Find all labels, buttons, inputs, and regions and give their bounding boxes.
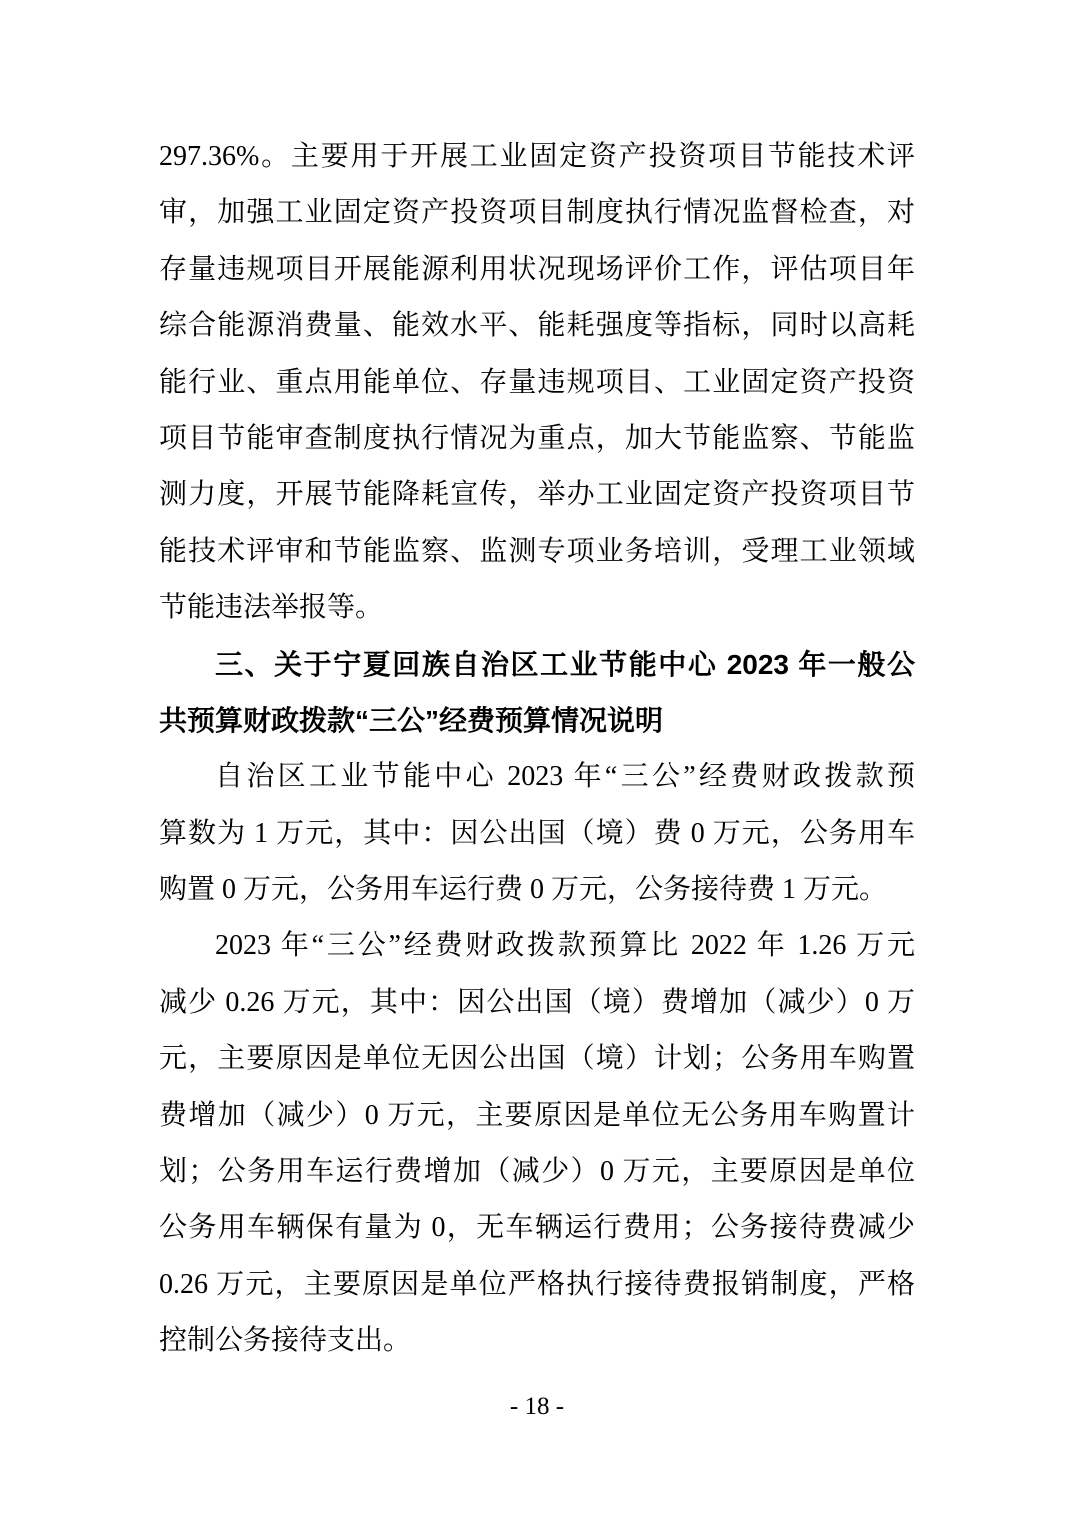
section-heading xyxy=(159,637,915,750)
text-line: 0.26 万元，主要原因是单位严格执行接待费报销制度，严格 xyxy=(159,1268,915,1300)
text-line: 费增加（减少）0 万元，主要原因是单位无公务用车购置计 xyxy=(159,1099,915,1131)
page-number: - 18 - xyxy=(509,1393,565,1420)
text-line: 算数为 1 万元，其中：因公出国（境）费 0 万元，公务用车 xyxy=(159,817,915,849)
paragraph xyxy=(159,129,915,637)
text-line: 297.36%。主要用于开展工业固定资产投资项目节能技术评 xyxy=(159,141,915,172)
text-line: 能技术评审和节能监察、监测专项业务培训，受理工业领域 xyxy=(159,535,915,567)
text-line: 划；公务用车运行费增加（减少）0 万元，主要原因是单位 xyxy=(159,1156,915,1188)
document-body xyxy=(159,129,915,1370)
paragraph xyxy=(159,749,915,918)
text-line: 共预算财政拨款“三公”经费预算情况说明 xyxy=(159,704,664,736)
text-line: 测力度，开展节能降耗宣传，举办工业固定资产投资项目节 xyxy=(159,479,915,511)
text-line: 2023 年“三公”经费财政拨款预算比 2022 年 1.26 万元 xyxy=(215,930,915,962)
paragraph xyxy=(159,918,915,1369)
text-line: 项目节能审查制度执行情况为重点，加大节能监察、节能监 xyxy=(159,422,915,454)
text-line: 三、关于宁夏回族自治区工业节能中心 2023 年一般公 xyxy=(215,648,915,680)
text-line: 公务用车辆保有量为 0，无车辆运行费用；公务接待费减少 xyxy=(159,1212,915,1244)
text-line: 元，主要原因是单位无因公出国（境）计划；公务用车购置 xyxy=(159,1043,915,1075)
text-line: 存量违规项目开展能源利用状况现场评价工作，评估项目年 xyxy=(159,253,915,285)
text-line: 综合能源消费量、能效水平、能耗强度等指标，同时以高耗 xyxy=(159,310,915,342)
text-line: 节能违法举报等。 xyxy=(159,592,384,624)
text-line: 自治区工业节能中心 2023 年“三公”经费财政拨款预 xyxy=(215,761,915,793)
text-line: 能行业、重点用能单位、存量违规项目、工业固定资产投资 xyxy=(159,366,915,398)
text-line: 控制公务接待支出。 xyxy=(159,1325,412,1357)
text-line: 减少 0.26 万元，其中：因公出国（境）费增加（减少）0 万 xyxy=(159,986,915,1018)
text-line: 审，加强工业固定资产投资项目制度执行情况监督检查，对 xyxy=(159,197,915,229)
text-line: 购置 0 万元，公务用车运行费 0 万元，公务接待费 1 万元。 xyxy=(159,874,888,906)
